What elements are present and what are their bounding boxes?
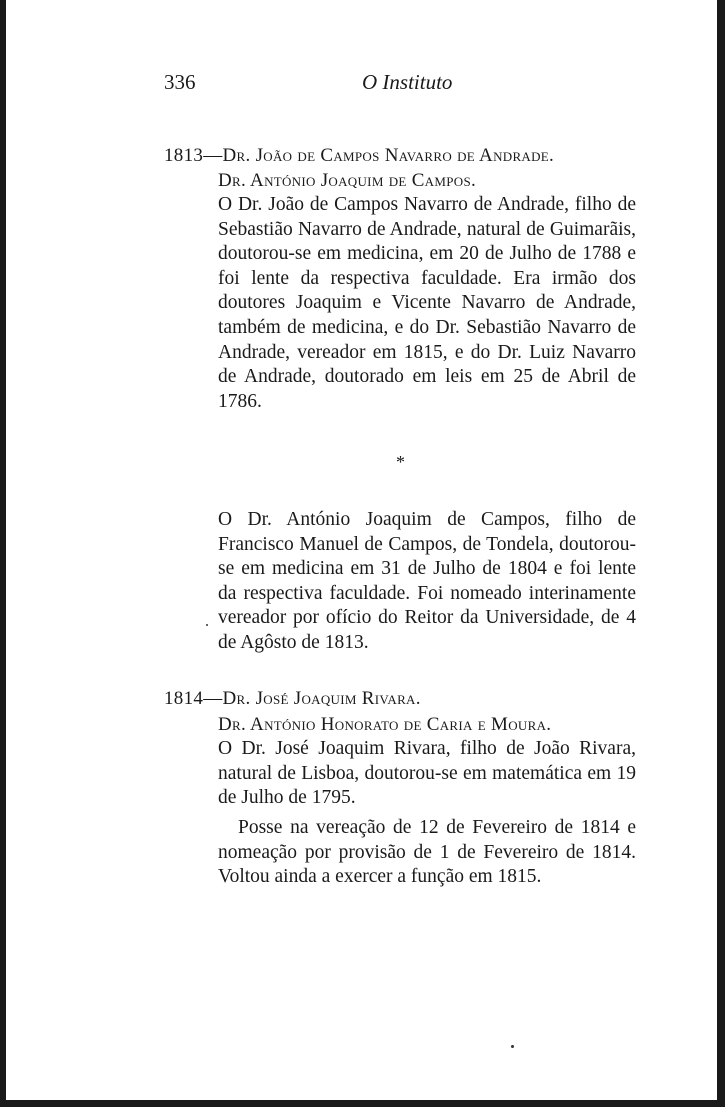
- entry-1814-heading: 1814—Dr. José Joaquim Rivara.: [164, 688, 421, 709]
- page-number: 336: [164, 70, 196, 94]
- running-title: O Instituto: [362, 70, 453, 94]
- section-separator: *: [396, 452, 405, 472]
- entry-1813-second-name: Dr. António Joaquim de Campos.: [218, 170, 477, 191]
- entry-1814-paragraph-1: O Dr. José Joaquim Rivara, filho de João Rivara, natural de Lisboa, doutorou-se em matemática em 19 de Julho de 1795.: [218, 738, 636, 809]
- entry-1813-paragraph-1: O Dr. João de Campos Navarro de Andrade, filho de Sebastião Navarro de Andrade, natural de Guimarãis, doutorou-se em medicina, em 20 de Julho de 1788 e foi lente da respectiva faculdade. Era irmão dos doutores Joaquim e Vicente Navarro de Andrade, também de medicina, e do Dr. Sebastião Navarro de Andrade, vereador em 1815, e do Dr. Luiz Navarro de Andrade, doutorado em leis em 25 de Abril de 1786.: [218, 194, 636, 412]
- scan-speck: [511, 1045, 514, 1048]
- book-page: [6, 0, 717, 1100]
- scan-speck: [206, 624, 208, 626]
- entry-1814-second-name: Dr. António Honorato de Caria e Moura.: [218, 714, 552, 735]
- entry-1813-heading: 1813—Dr. João de Campos Navarro de Andrade.: [164, 145, 555, 166]
- entry-1813-paragraph-2: O Dr. António Joaquim de Campos, filho de Francisco Manuel de Campos, de Tondela, doutorou-se em medicina em 31 de Julho de 1804 e foi lente da respectiva faculdade. Foi nomeado interinamente vereador por ofício do Reitor da Universidade, de 4 de Agôsto de 1813.: [218, 509, 636, 653]
- entry-1814-paragraph-2: Posse na vereação de 12 de Fevereiro de 1814 e nomeação por provisão de 1 de Fevereiro de 1814. Voltou ainda a exercer a função em 1815.: [218, 817, 636, 888]
